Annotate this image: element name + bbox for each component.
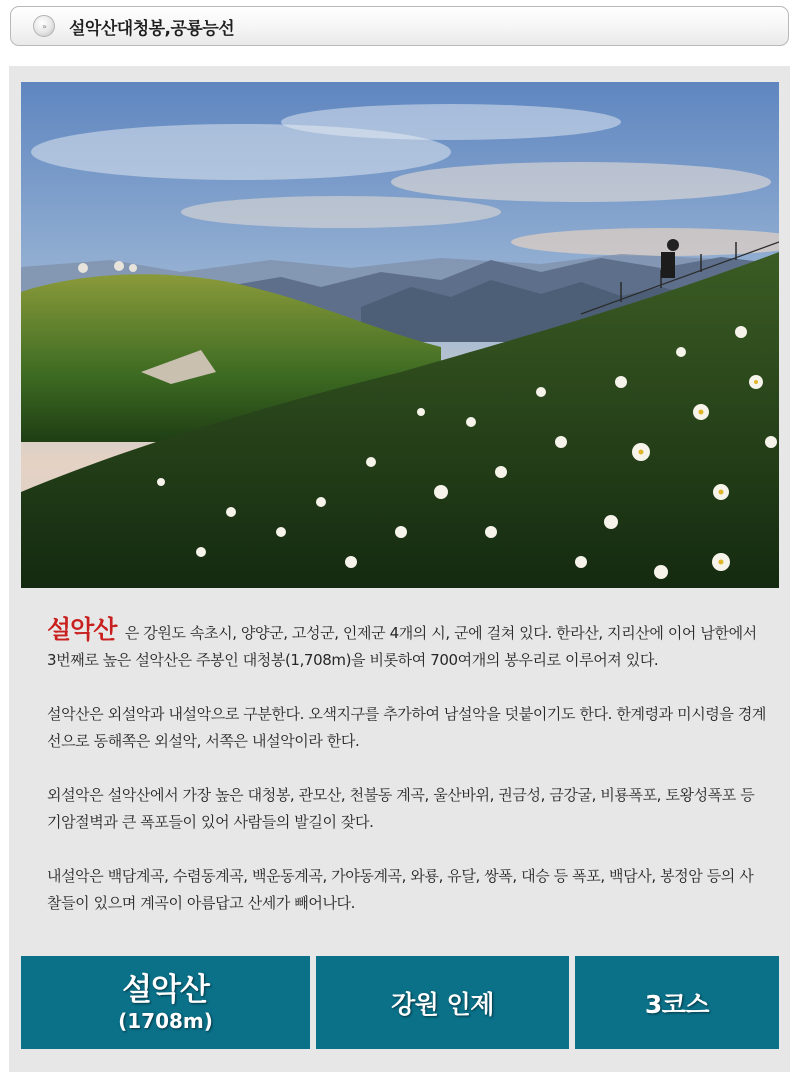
info-region: 강원 인제 [391, 989, 494, 1019]
description-paragraph-3: 외설악은 설악산에서 가장 높은 대청봉, 관모산, 천불동 계곡, 울산바위, 권금성, 금강굴, 비룡폭포, 토왕성폭포 등 기암절벽과 큰 폭포들이 있어 사람들의 발길이 잦다. [47, 786, 755, 831]
description-paragraph-2: 설악산은 외설악과 내설악으로 구분한다. 오색지구를 추가하여 남설악을 덧붙이기도 한다. 한계령과 미시령을 경계선으로 동해쪽은 외설악, 서쪽은 내설악이라 한다. [47, 705, 767, 750]
mountain-info-row [21, 956, 779, 1049]
info-courses: 3코스 [644, 989, 710, 1019]
mountain-name-box [21, 956, 310, 1049]
region-box [316, 956, 569, 1049]
title-bar [10, 6, 789, 46]
mountain-flower-field-image [21, 82, 779, 588]
double-chevron-right-icon: » [33, 15, 55, 37]
info-mountain-height: (1708m) [118, 1008, 213, 1033]
content-panel [9, 66, 790, 1072]
info-mountain-name: 설악산 [122, 971, 209, 1008]
course-count-box [575, 956, 779, 1049]
intro-paragraph [47, 616, 767, 674]
mountain-name-highlight: 설악산 [47, 615, 117, 644]
page-title: 설악산대청봉,공룡능선 [69, 18, 235, 39]
description-paragraph-4: 내설악은 백담계곡, 수렴동계곡, 백운동계곡, 가야동계곡, 와룡, 유달, 쌍폭, 대승 등 폭포, 백담사, 봉정암 등의 사찰들이 있으며 계곡이 아름답고 산세가 빼어나다. [47, 867, 754, 912]
intro-text: 은 강원도 속초시, 양양군, 고성군, 인제군 4개의 시, 군에 걸쳐 있다. 한라산, 지리산에 이어 남한에서 3번째로 높은 설악산은 주봉인 대청봉(1,708m)을 비롯하여 700여개의 봉우리로 이루어져 있다. [47, 624, 757, 669]
mountain-description [47, 616, 767, 917]
